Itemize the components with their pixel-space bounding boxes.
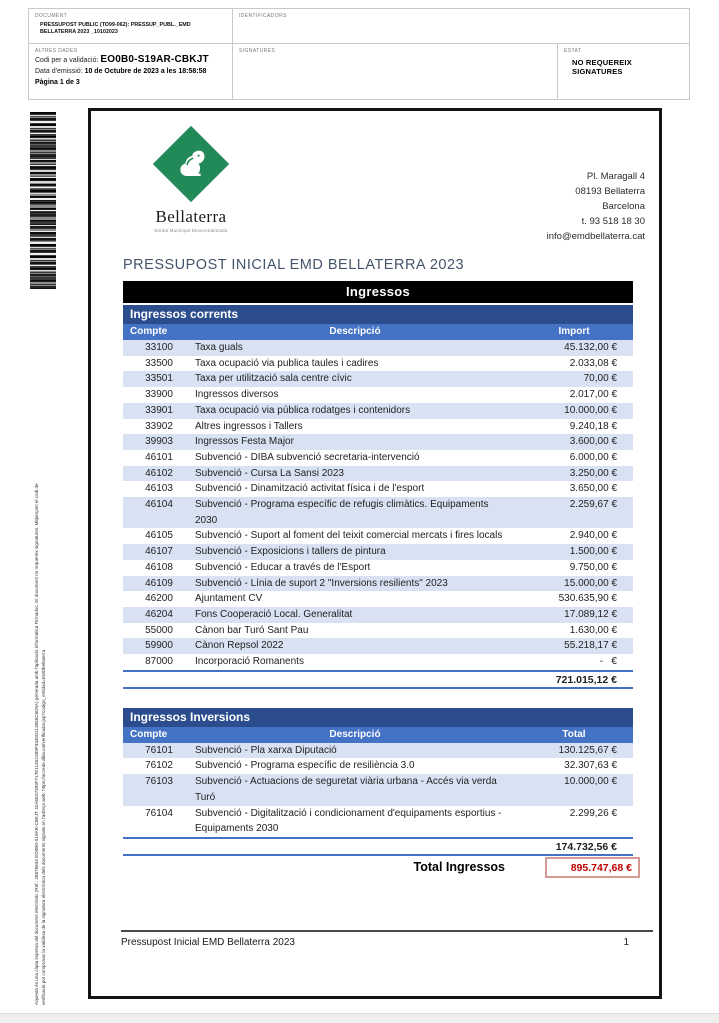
- subtotal-ingressos-corrents: 721.015,12 €: [123, 670, 633, 689]
- cell-descripcio: Subvenció - Digitalització i condicionament d'equipaments esportius - Equipaments 2030: [195, 807, 502, 835]
- cell-import: 32.307,63 €: [564, 760, 617, 772]
- cell-descripcio: Subvenció - Línia de suport 2 "Inversions resilients" 2023: [195, 577, 448, 589]
- cell-compte: 46102: [145, 467, 173, 479]
- address-line: 08193 Bellaterra: [575, 186, 645, 197]
- logo-diamond: [153, 126, 229, 202]
- cell-descripcio: Taxa per utilització sala centre cívic: [195, 373, 352, 385]
- squirrel-icon: [173, 146, 209, 182]
- cell-compte: 33501: [145, 373, 173, 385]
- cell-descripcio: Subvenció - Educar a través de l'Esport: [195, 561, 371, 573]
- table-row: [123, 466, 633, 482]
- address-line: t. 93 518 18 30: [581, 216, 645, 227]
- table-row: [123, 497, 633, 528]
- cell-descripcio: Altres ingressos i Tallers: [195, 420, 303, 432]
- cell-compte: 46204: [145, 608, 173, 620]
- cell-compte: 59900: [145, 640, 173, 652]
- cell-compte: 46107: [145, 546, 173, 558]
- cell-compte: 46101: [145, 451, 173, 463]
- address-line: Pl. Maragall 4: [586, 171, 645, 182]
- ingressos-inversions-rows: [123, 743, 633, 837]
- cell-import: 2.299,26 €: [569, 807, 617, 819]
- table-row: [123, 654, 633, 670]
- table-row: [123, 758, 633, 774]
- altres-dades-cell: [28, 44, 233, 100]
- cell-descripcio: Subvenció - Programa específic de refugis climàtics. Equipaments 2030: [195, 499, 489, 526]
- grand-total-label: Total Ingressos: [413, 859, 505, 874]
- verification-vertical-text: [34, 295, 50, 1005]
- table-row: [123, 340, 633, 356]
- cell-descripcio: Subvenció - Exposicions i tallers de pintura: [195, 546, 386, 558]
- altres-dades-label: ALTRES DADES: [35, 48, 78, 54]
- validation-code-line: [35, 55, 226, 66]
- verification-text-line-2: verificació pot comprovar la validesa de la signatura electrònica dels documents signats en l'adreça web: https://accede.diba.cat/verificador.jsp?codigo_entidad=EMDbellaterra: [40, 649, 46, 1005]
- column-header-compte: Compte: [130, 728, 168, 740]
- table-row: [123, 623, 633, 639]
- document-meta-value: PRESSUPOST PUBLIC (TD99-062): PRESSUP_PUBL._EMD BELLATERRA 2023 _10102023: [40, 22, 191, 35]
- validation-code-value: EO0B0-S19AR-CBKJT: [100, 54, 209, 65]
- table-row: [123, 638, 633, 654]
- cell-import: 130.125,67 €: [558, 744, 617, 756]
- verification-vertical-text-inner: [34, 295, 47, 1005]
- bellaterra-logo: [133, 127, 249, 233]
- cell-compte: 46200: [145, 593, 173, 605]
- cell-compte: 76103: [145, 776, 173, 788]
- table-row: [123, 591, 633, 607]
- table-row: [123, 576, 633, 592]
- subtotal-ingressos-inversions: 174.732,56 €: [123, 837, 633, 856]
- emission-date-line: [35, 67, 226, 77]
- table-header-row: [123, 727, 633, 743]
- barcode: [30, 112, 56, 289]
- cell-import: 9.750,00 €: [569, 561, 617, 573]
- page-count: Pàgina 1 de 3: [35, 79, 80, 86]
- cell-descripcio: Cànon Repsol 2022: [195, 640, 284, 652]
- column-header-total: Total: [562, 728, 586, 740]
- table-row: [123, 481, 633, 497]
- identificadors-cell: [233, 8, 690, 44]
- signatures-cell: [233, 44, 558, 100]
- cell-descripcio: Cànon bar Turó Sant Pau: [195, 624, 309, 636]
- table-row: [123, 387, 633, 403]
- validation-header: [28, 8, 690, 100]
- column-header-descripcio: Descripció: [329, 326, 381, 337]
- page-title: PRESSUPOST INICIAL EMD BELLATERRA 2023: [123, 257, 465, 273]
- cell-compte: 55000: [145, 624, 173, 636]
- cell-import: 3.600,00 €: [569, 436, 617, 448]
- logo-tagline: Entitat Municipal Descentralitzada: [154, 228, 228, 233]
- cell-import: 70,00 €: [583, 373, 617, 385]
- cell-import: 2.259,67 €: [569, 499, 617, 511]
- cell-compte: 87000: [145, 656, 173, 668]
- cell-compte: 39903: [145, 436, 173, 448]
- cell-import: 1.500,00 €: [569, 546, 617, 558]
- cell-descripcio: Ingressos diversos: [195, 389, 279, 401]
- footer-page-number: 1: [623, 937, 629, 948]
- cell-import: 3.250,00 €: [569, 467, 617, 479]
- cell-descripcio: Ajuntament CV: [195, 593, 263, 605]
- cell-import: 10.000,00 €: [564, 776, 617, 788]
- cell-compte: 46105: [145, 530, 173, 542]
- cell-import: 10.000,00 €: [564, 404, 617, 416]
- cell-descripcio: Subvenció - DIBA subvenció secretaria-intervenció: [195, 451, 420, 463]
- table-row: [123, 607, 633, 623]
- cell-compte: 46108: [145, 561, 173, 573]
- cell-import: 530.635,90 €: [558, 593, 617, 605]
- cell-import: 2.017,00 €: [569, 389, 617, 401]
- table-row: [123, 419, 633, 435]
- table-gap: [123, 689, 633, 708]
- cell-import: 45.132,00 €: [564, 342, 617, 353]
- table-row: [123, 403, 633, 419]
- verification-text-line-1: Aquesta és una còpia impresa del document electrònic (Ref.: 26876634 EO0B0-S19AR-CBKJT 42A6E37393F717E114521B9F3345D113555C6D5A) generada amb l'aplicació informàtica Firmadoc. El document no requereix signatures. Mitjançant el codi de: [34, 483, 39, 1005]
- estat-value: NO REQUEREIX SIGNATURES: [572, 58, 632, 76]
- cell-compte: 33901: [145, 404, 173, 416]
- cell-descripcio: Subvenció - Programa específic de resiliència 3.0: [195, 760, 415, 772]
- cell-import: 9.240,18 €: [569, 420, 617, 432]
- cell-import: 55.218,17 €: [564, 640, 617, 652]
- table-title-ingressos-inversions: Ingressos Inversions: [123, 708, 633, 727]
- cell-compte: 76101: [145, 744, 173, 756]
- table-title-ingressos-corrents: Ingressos corrents: [123, 305, 633, 324]
- address-block: [547, 169, 645, 244]
- budget-tables: [123, 281, 633, 881]
- section-header-ingressos: Ingressos: [123, 281, 633, 303]
- table-row: [123, 528, 633, 544]
- cell-compte: 46104: [145, 499, 173, 511]
- cell-descripcio: Subvenció - Pla xarxa Diputació: [195, 744, 337, 756]
- column-header-descripcio: Descripció: [329, 728, 381, 740]
- cell-import: 2.033,08 €: [569, 357, 617, 369]
- signatures-label: SIGNATURES: [239, 48, 276, 54]
- validation-code-label: Codi per a validació:: [35, 57, 101, 64]
- table-row: [123, 434, 633, 450]
- cell-descripcio: Subvenció - Actuacions de seguretat viària urbana - Accés via verda Turó: [195, 776, 497, 803]
- cell-descripcio: Taxa guals: [195, 342, 243, 353]
- cell-compte: 33902: [145, 420, 173, 432]
- table-header-row: [123, 324, 633, 340]
- address-line: Barcelona: [602, 201, 645, 212]
- address-line: info@emdbellaterra.cat: [546, 231, 645, 242]
- footer-title: Pressupost Inicial EMD Bellaterra 2023: [121, 937, 295, 948]
- cell-import: 2.940,00 €: [569, 530, 617, 542]
- table-row: [123, 743, 633, 759]
- identificadors-label: IDENTIFICADORS: [239, 13, 287, 19]
- cell-compte: 46103: [145, 483, 173, 495]
- table-row: [123, 560, 633, 576]
- cell-compte: 33100: [145, 342, 173, 353]
- viewer-bottom-strip: [0, 1013, 719, 1023]
- table-row: [123, 774, 633, 805]
- cell-import: - €: [599, 656, 617, 668]
- document-meta-cell: [28, 8, 233, 44]
- cell-descripcio: Subvenció - Suport al foment del teixit comercial mercats i fires locals: [195, 530, 503, 542]
- cell-descripcio: Taxa ocupació via pública rodatges i contenidors: [195, 404, 411, 416]
- grand-total-box: [545, 857, 640, 878]
- logo-name: Bellaterra: [155, 207, 227, 226]
- cell-descripcio: Ingressos Festa Major: [195, 436, 294, 448]
- page-footer: [121, 930, 653, 948]
- cell-descripcio: Incorporació Romanents: [195, 656, 304, 668]
- cell-compte: 33500: [145, 357, 173, 369]
- estat-cell: [558, 44, 690, 100]
- cell-compte: 76104: [145, 807, 173, 819]
- cell-import: 17.089,12 €: [564, 608, 617, 620]
- table-row: [123, 806, 633, 837]
- ingressos-corrents-rows: [123, 340, 633, 670]
- cell-import: 3.650,00 €: [569, 483, 617, 495]
- cell-import: 1.630,00 €: [569, 624, 617, 636]
- cell-compte: 33900: [145, 389, 173, 401]
- estat-label: ESTAT: [564, 48, 582, 54]
- emission-date-label: Data d'emissió:: [35, 68, 85, 75]
- document-meta-label: DOCUMENT: [35, 13, 68, 19]
- emission-date-value: 10 de Octubre de 2023 a les 18:58:58: [84, 68, 207, 75]
- cell-import: 15.000,00 €: [564, 577, 617, 589]
- grand-total-row: [123, 857, 633, 881]
- cell-descripcio: Subvenció - Dinamització activitat física i de l'esport: [195, 483, 425, 495]
- table-row: [123, 371, 633, 387]
- cell-descripcio: Fons Cooperació Local. Generalitat: [195, 608, 353, 620]
- table-row: [123, 544, 633, 560]
- cell-import: 6.000,00 €: [569, 451, 617, 463]
- cell-descripcio: Taxa ocupació via publica taules i cadires: [195, 357, 379, 369]
- grand-total-value: 895.747,68 €: [570, 861, 632, 874]
- column-header-import: Import: [558, 326, 590, 337]
- cell-compte: 76102: [145, 760, 173, 772]
- cell-compte: 46109: [145, 577, 173, 589]
- table-row: [123, 450, 633, 466]
- table-row: [123, 356, 633, 372]
- cell-descripcio: Subvenció - Cursa La Sansi 2023: [195, 467, 344, 479]
- column-header-compte: Compte: [130, 326, 168, 337]
- document-page: [88, 108, 662, 999]
